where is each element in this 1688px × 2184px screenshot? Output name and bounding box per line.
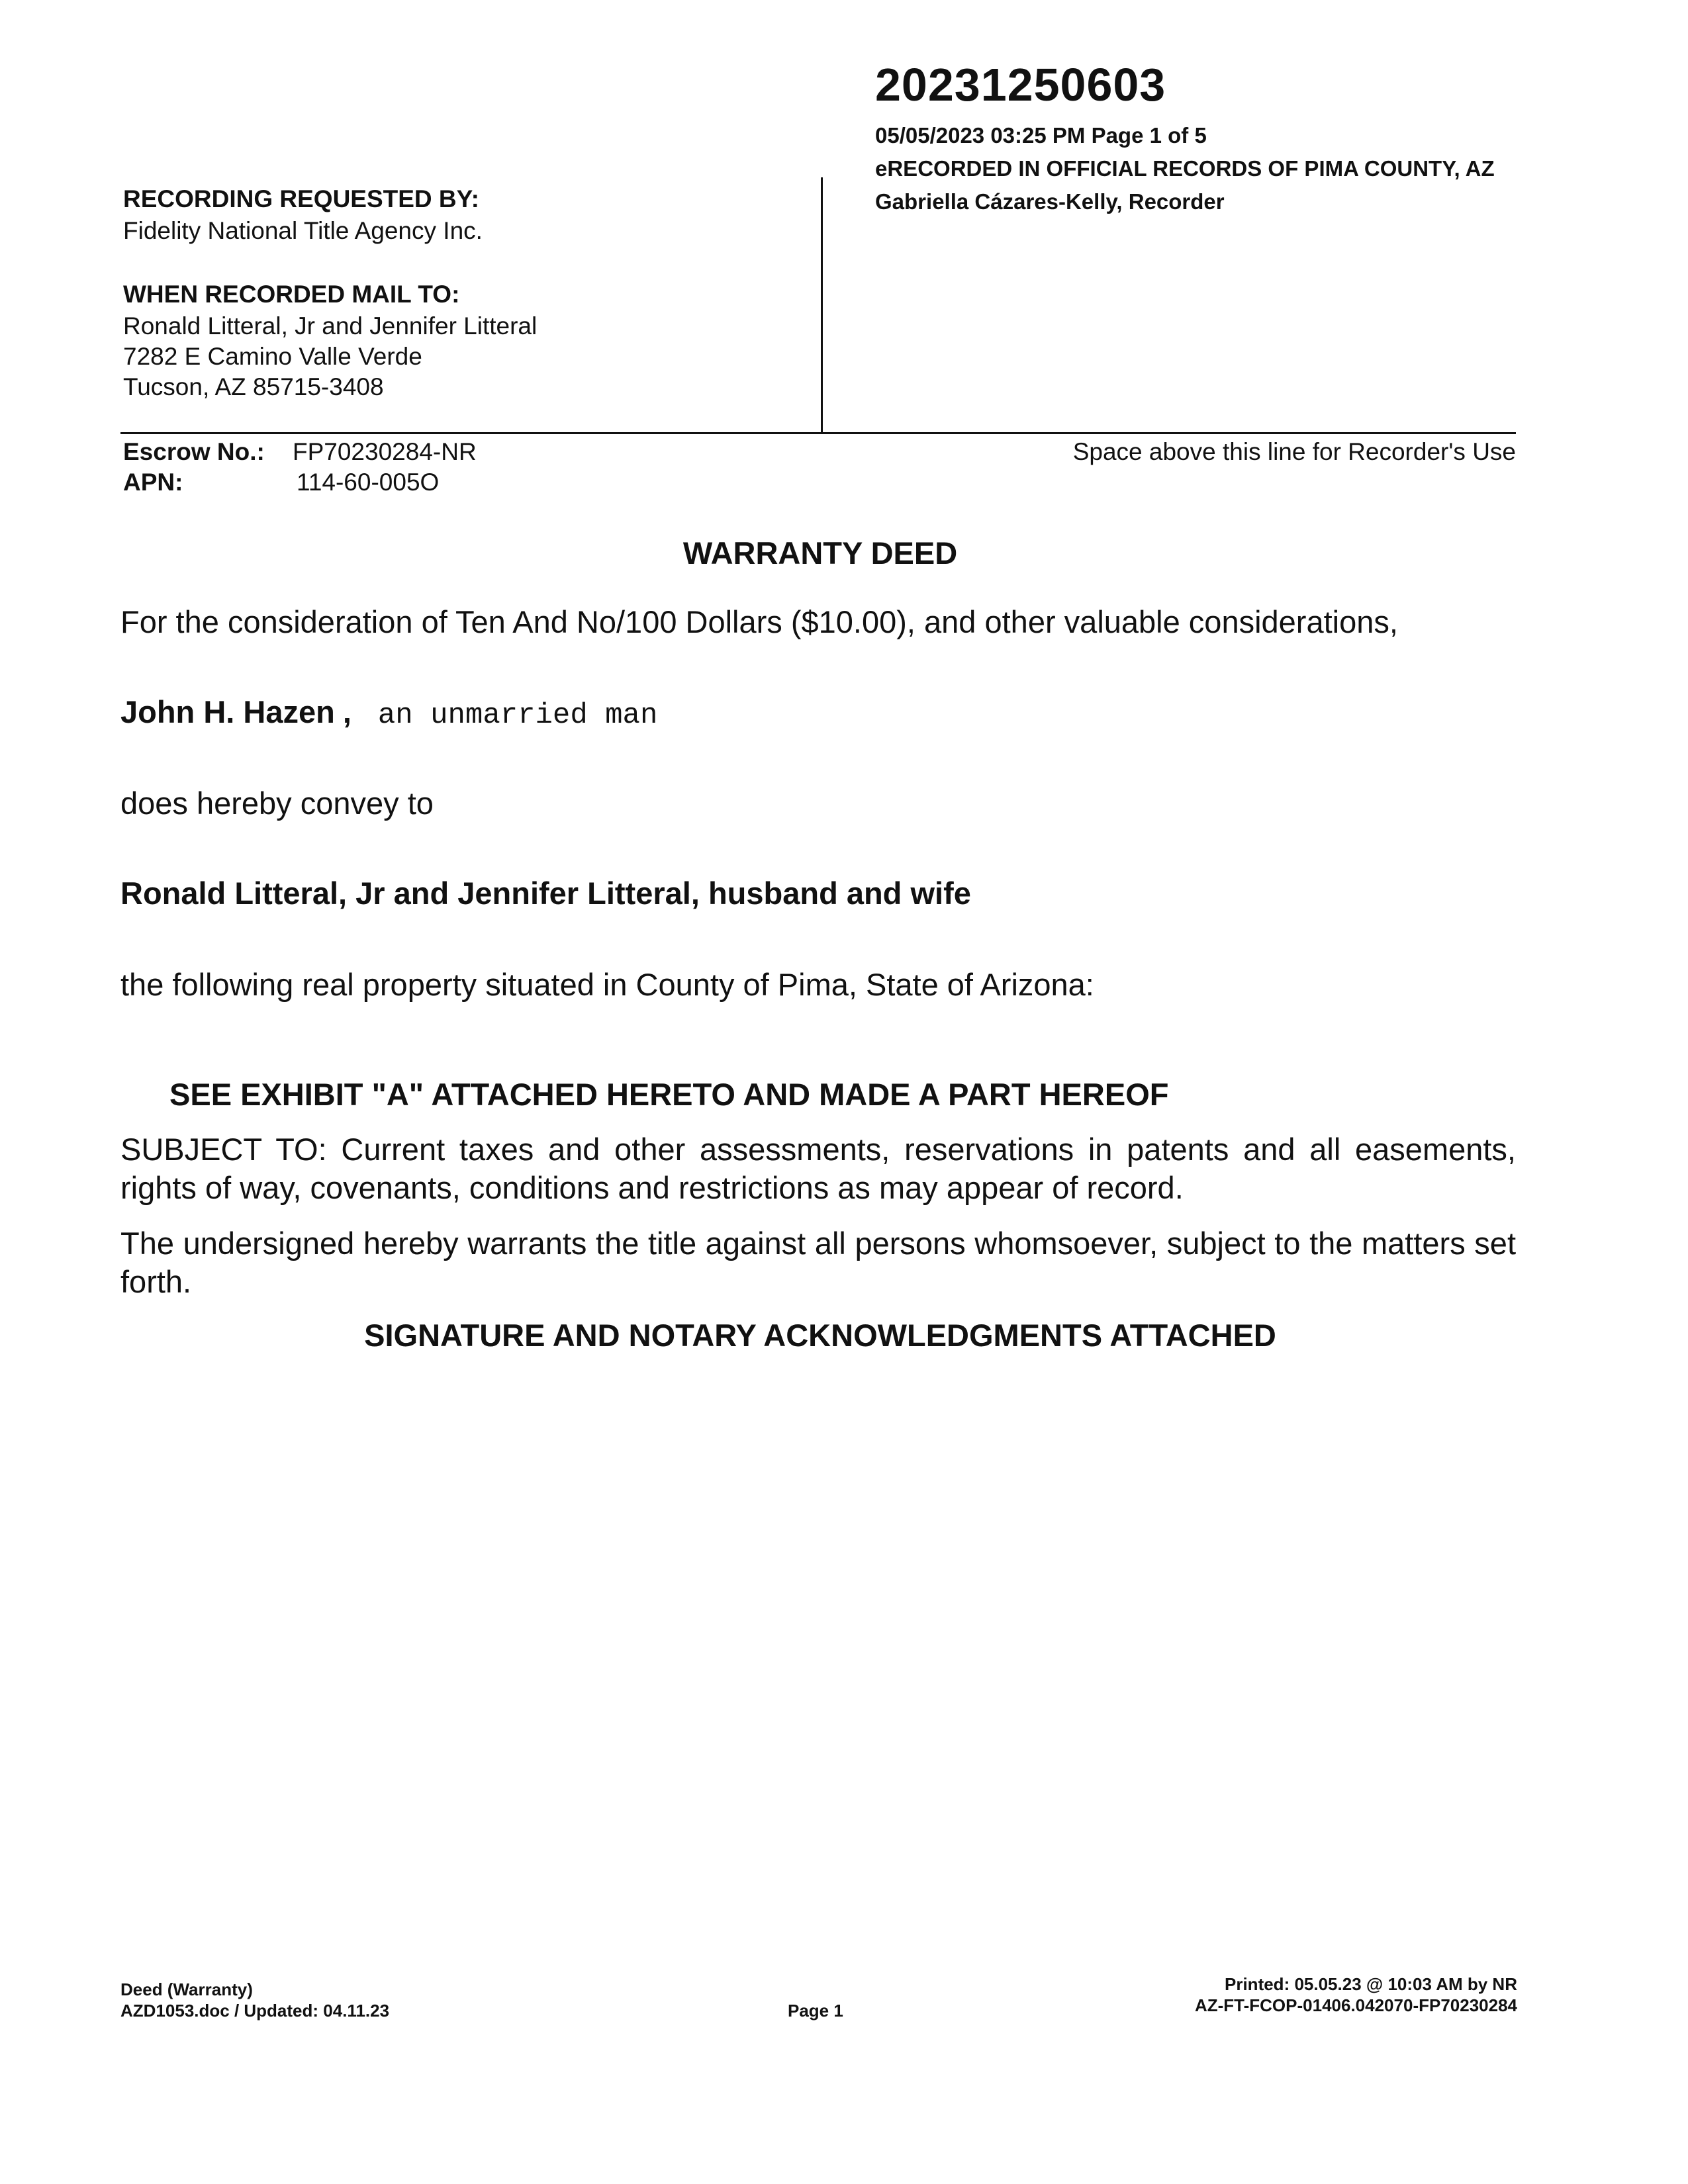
header-vertical-divider xyxy=(821,177,823,432)
footer-form-file: AZD1053.doc / Updated: 04.11.23 xyxy=(120,2001,390,2021)
grantor-line xyxy=(120,694,657,732)
property-description-intro: the following real property situated in County of Pima, State of Arizona: xyxy=(120,967,1094,1002)
footer-form-name: Deed (Warranty) xyxy=(120,1979,253,1999)
apn-value: 114-60-005O xyxy=(297,469,440,496)
recording-number: 20231250603 xyxy=(875,59,1166,111)
consideration-statement: For the consideration of Ten And No/100 Dollars ($10.00), and other valuable considerations, xyxy=(120,604,1398,639)
grantor-comma: , xyxy=(342,694,352,729)
signature-note: SIGNATURE AND NOTARY ACKNOWLEDGMENTS ATTACHED xyxy=(364,1318,1276,1353)
deed-title: WARRANTY DEED xyxy=(682,535,958,570)
recorder-space-note: Space above this line for Recorder's Use xyxy=(1072,438,1516,465)
convey-text: does hereby convey to xyxy=(120,786,434,821)
mail-to-city: Tucson, AZ 85715-3408 xyxy=(123,373,384,400)
escrow-value: FP70230284-NR xyxy=(293,438,477,465)
warranty-paragraph: The undersigned hereby warrants the title against all persons whomsoever, subject to the matters set forth. xyxy=(120,1226,1516,1299)
subject-to-paragraph: SUBJECT TO: Current taxes and other assessments, reservations in patents and all easements, rights of way, covenants, conditions and restrictions as may appear of record. xyxy=(120,1132,1516,1205)
recorded-in-statement: eRECORDED IN OFFICIAL RECORDS OF PIMA COUNTY, AZ xyxy=(875,156,1495,181)
recording-requested-value: Fidelity National Title Agency Inc. xyxy=(123,217,483,244)
grantor-name: John H. Hazen xyxy=(120,694,335,729)
mail-to-label: WHEN RECORDED MAIL TO: xyxy=(123,281,460,308)
footer-printed: Printed: 05.05.23 @ 10:03 AM by NR xyxy=(1225,1974,1517,1994)
grantee: Ronald Litteral, Jr and Jennifer Litteral, husband and wife xyxy=(120,876,971,911)
grantor-status: an unmarried man xyxy=(377,699,658,732)
footer-file-ref: AZ-FT-FCOP-01406.042070-FP70230284 xyxy=(1194,1995,1517,2015)
recorder-name: Gabriella Cázares-Kelly, Recorder xyxy=(875,189,1225,214)
mail-to-name: Ronald Litteral, Jr and Jennifer Litteral xyxy=(123,312,538,340)
escrow-label: Escrow No.: xyxy=(123,438,265,465)
recording-requested-label: RECORDING REQUESTED BY: xyxy=(123,185,479,212)
recorder-space-divider xyxy=(120,432,1516,434)
footer-page-number: Page 1 xyxy=(788,2001,843,2021)
apn-label: APN: xyxy=(123,469,183,496)
recording-datetime-page: 05/05/2023 03:25 PM Page 1 of 5 xyxy=(875,123,1207,148)
mail-to-street: 7282 E Camino Valle Verde xyxy=(123,343,422,370)
exhibit-reference: SEE EXHIBIT "A" ATTACHED HERETO AND MADE A PART HEREOF xyxy=(169,1077,1169,1112)
